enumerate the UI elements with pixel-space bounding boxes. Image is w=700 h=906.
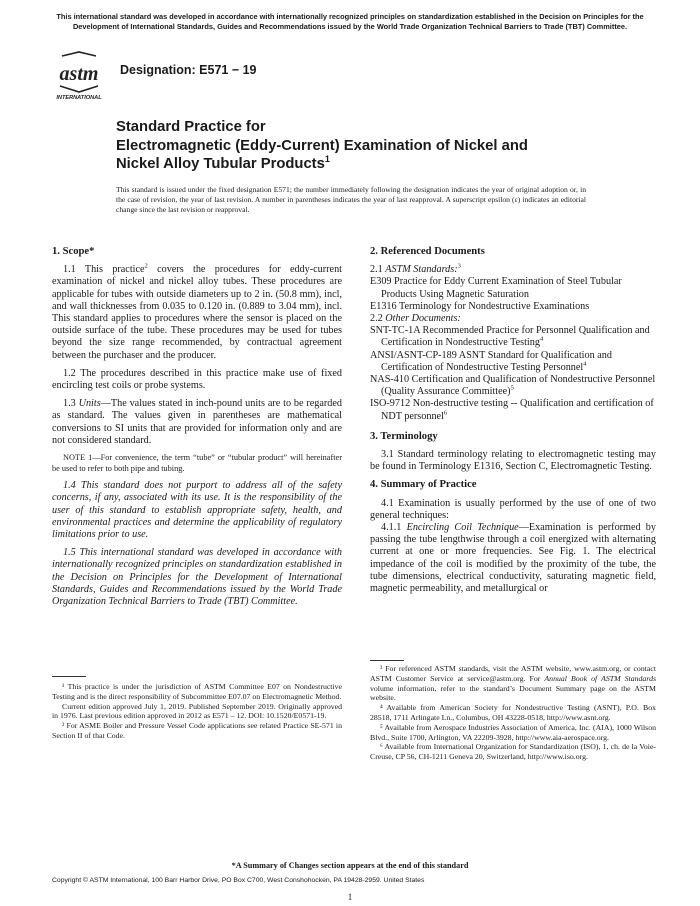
svg-text:astm: astm: [59, 63, 99, 85]
issuance-statement: This standard is issued under the fixed designation E571; the number immediately following the designation indicates the year of original adoption or, in the case of revision, the year of last revision. A number in parentheses indicates the year of last reapproval. A superscript epsilon (ε) indicates an editorial change since the last revision or reapproval.: [116, 185, 586, 214]
footnote-4: ⁴ Available from American Society for Nondestructive Testing (ASNT), P.O. Box 28518, 1711 Arlingate Ln., Columbus, OH 43228-0518, http://www.asnt.org.: [370, 703, 656, 722]
paragraph-4-1: 4.1 Examination is usually performed by the use of one of two general techniques:: [370, 497, 656, 521]
svg-text:INTERNATIONAL: INTERNATIONAL: [56, 95, 102, 100]
title-line-2: Electromagnetic (Eddy-Current) Examination of Nickel and: [116, 137, 528, 154]
reference-e1316: E1316 Terminology for Nondestructive Examinations: [370, 300, 590, 312]
document-title: [116, 118, 616, 174]
paragraph-1-1: 1.1 This practice$^2$ covers the procedures for eddy-current examination of nickel and nickel alloy tubes. These procedures are applicable for tubes with outside diameters up to 2 in. (50.8 mm), incl, and wall thicknesses from 0.035 to 0.120 in. (0.889 to 3.04 mm), incl. This standard applies to procedures where the sensor is placed on the outside surface of the tube. These procedures may be used for tubes beyond the size range recommended, by contractual agreement between the purchaser and the producer.: [52, 262, 342, 361]
footnote-1-edition: Current edition approved July 1, 2019. Published September 2019. Originally approved in 1976. Last previous edition approved in 2012 as E571 – 12. DOI: 10.1520/E0571-19.: [52, 701, 342, 721]
footnote-rule-right: [370, 660, 404, 661]
footnote-2: ² For ASME Boiler and Pressure Vessel Code applications see related Practice SE-571 in Section II of that Code.: [52, 721, 342, 740]
footnote-6: ⁶ Available from International Organization for Standardization (ISO), 1, ch. de la Voie-Creuse, CP 56, CH-1211 Geneva 20, Switzerland, http://www.iso.org.: [370, 742, 656, 762]
paragraph-4-1-1: 4.1.1 Encircling Coil Technique—Examination is performed by passing the tube lengthwise through a coil energized with alternating current at one or more frequencies. See Fig. 1. The electrical impedance of the coil is modified by the proximity of the tube, the tube dimensions, electrical conductivity, saturating magnetic field, magnetic permeability, and metallurgical or: [370, 522, 656, 595]
footnote-rule-left: [52, 676, 86, 677]
paragraph-1-4: 1.4 This standard does not purport to address all of the safety concerns, if any, associated with its use. It is the responsibility of the user of this standard to establish appropriate safety, health, and environmental practices and determine the applicability of regulatory limitations prior to use.: [52, 480, 342, 541]
reference-e309: E309 Practice for Eddy Current Examination of Steel Tubular Products Using Magnetic Saturation: [370, 276, 622, 300]
left-column: [52, 246, 342, 614]
footnote-3: ³ For referenced ASTM standards, visit the ASTM website, www.astm.org, or contact ASTM Customer Service at service@astm.org. For Annual Book of ASTM Standards volume information, refer to the standard’s Document Summary page on the ASTM website.: [370, 664, 656, 703]
footnotes-left: [52, 682, 342, 741]
section-heading-scope: 1. Scope*: [52, 246, 95, 257]
paragraph-1-2: 1.2 The procedures described in this practice make use of fixed encircling test coils or probe systems.: [52, 367, 342, 392]
top-standard-note: This international standard was developed in accordance with internationally recognized principles on standardization established in the Decision on Principles for the Development of International Standards, Guides and Recommendations issued by the World Trade Organization Technical Barriers to Trade (TBT) Committee.: [56, 12, 644, 31]
note-1: NOTE 1—For convenience, the term “tube” or “tubular product” will hereinafter be used to refer to both pipe and tubing.: [52, 453, 342, 473]
summary-of-changes-note: *A Summary of Changes section appears at the end of this standard: [231, 861, 469, 870]
title-line-1: Standard Practice for: [116, 119, 266, 135]
paragraph-1-5: 1.5 This international standard was developed in accordance with internationally recognized principles on standardization established in the Decision on Principles for the Development of International Standards, Guides and Recommendations issued by the World Trade Organization Technical Barriers to Trade (TBT) Committee.: [52, 547, 342, 608]
section-heading-summary: 4. Summary of Practice: [370, 479, 477, 491]
title-line-3: Nickel Alloy Tubular Products$^1$: [116, 154, 330, 173]
page-number: 1: [347, 892, 353, 902]
reference-ansi-asnt-cp-189: ANSI/ASNT-CP-189 ASNT Standard for Qualification and Certification of Nondestructive Testing Personnel$^4$: [370, 349, 612, 373]
footnote-5: ⁵ Available from Aerospace Industries Association of America, Inc. (AIA), 1000 Wilson Blvd., Suite 1700, Arlington, VA 22209-3928, http://www.aia-aerospace.org.: [370, 722, 656, 742]
paragraph-3-1: 3.1 Standard terminology relating to electromagnetic testing may be found in Terminology E1316, Section C, Electromagnetic Testing.: [370, 449, 656, 473]
other-documents-label: 2.2 Other Documents:: [370, 313, 461, 325]
section-heading-terminology: 3. Terminology: [370, 430, 438, 442]
designation: Designation: E571 − 19: [120, 63, 257, 77]
paragraph-1-3: 1.3 Units—The values stated in inch-pound units are to be regarded as standard. The values given in parentheses are mathematical conversions to SI units that are provided for information only and are not considered standard.: [52, 398, 343, 446]
astm-logo: [52, 50, 106, 100]
footnotes-right: [370, 664, 656, 762]
right-column: [370, 246, 656, 601]
reference-iso-9712: ISO-9712 Non-destructive testing -- Qualification and certification of NDT personnel$^6$: [370, 398, 654, 422]
astm-standards-label: 2.1 ASTM Standards:$^3$: [370, 262, 461, 276]
copyright-line: Copyright © ASTM International, 100 Barr Harbor Drive, PO Box C700, West Conshohocken, PA 19428-2959. United States: [52, 877, 425, 884]
section-heading-referenced-documents: 2. Referenced Documents: [370, 246, 485, 257]
reference-nas-410: NAS-410 Certification and Qualification of Nondestructive Personnel (Quality Assurance Committee)$^5$: [370, 374, 656, 398]
reference-snt-tc-1a: SNT-TC-1A Recommended Practice for Personnel Qualification and Certification in Nondestructive Testing$^4$: [370, 325, 650, 349]
footnote-1: ¹ This practice is under the jurisdiction of ASTM Committee E07 on Nondestructive Testing and is the direct responsibility of Subcommittee E07.07 on Electromagnetic Method.: [52, 682, 342, 701]
